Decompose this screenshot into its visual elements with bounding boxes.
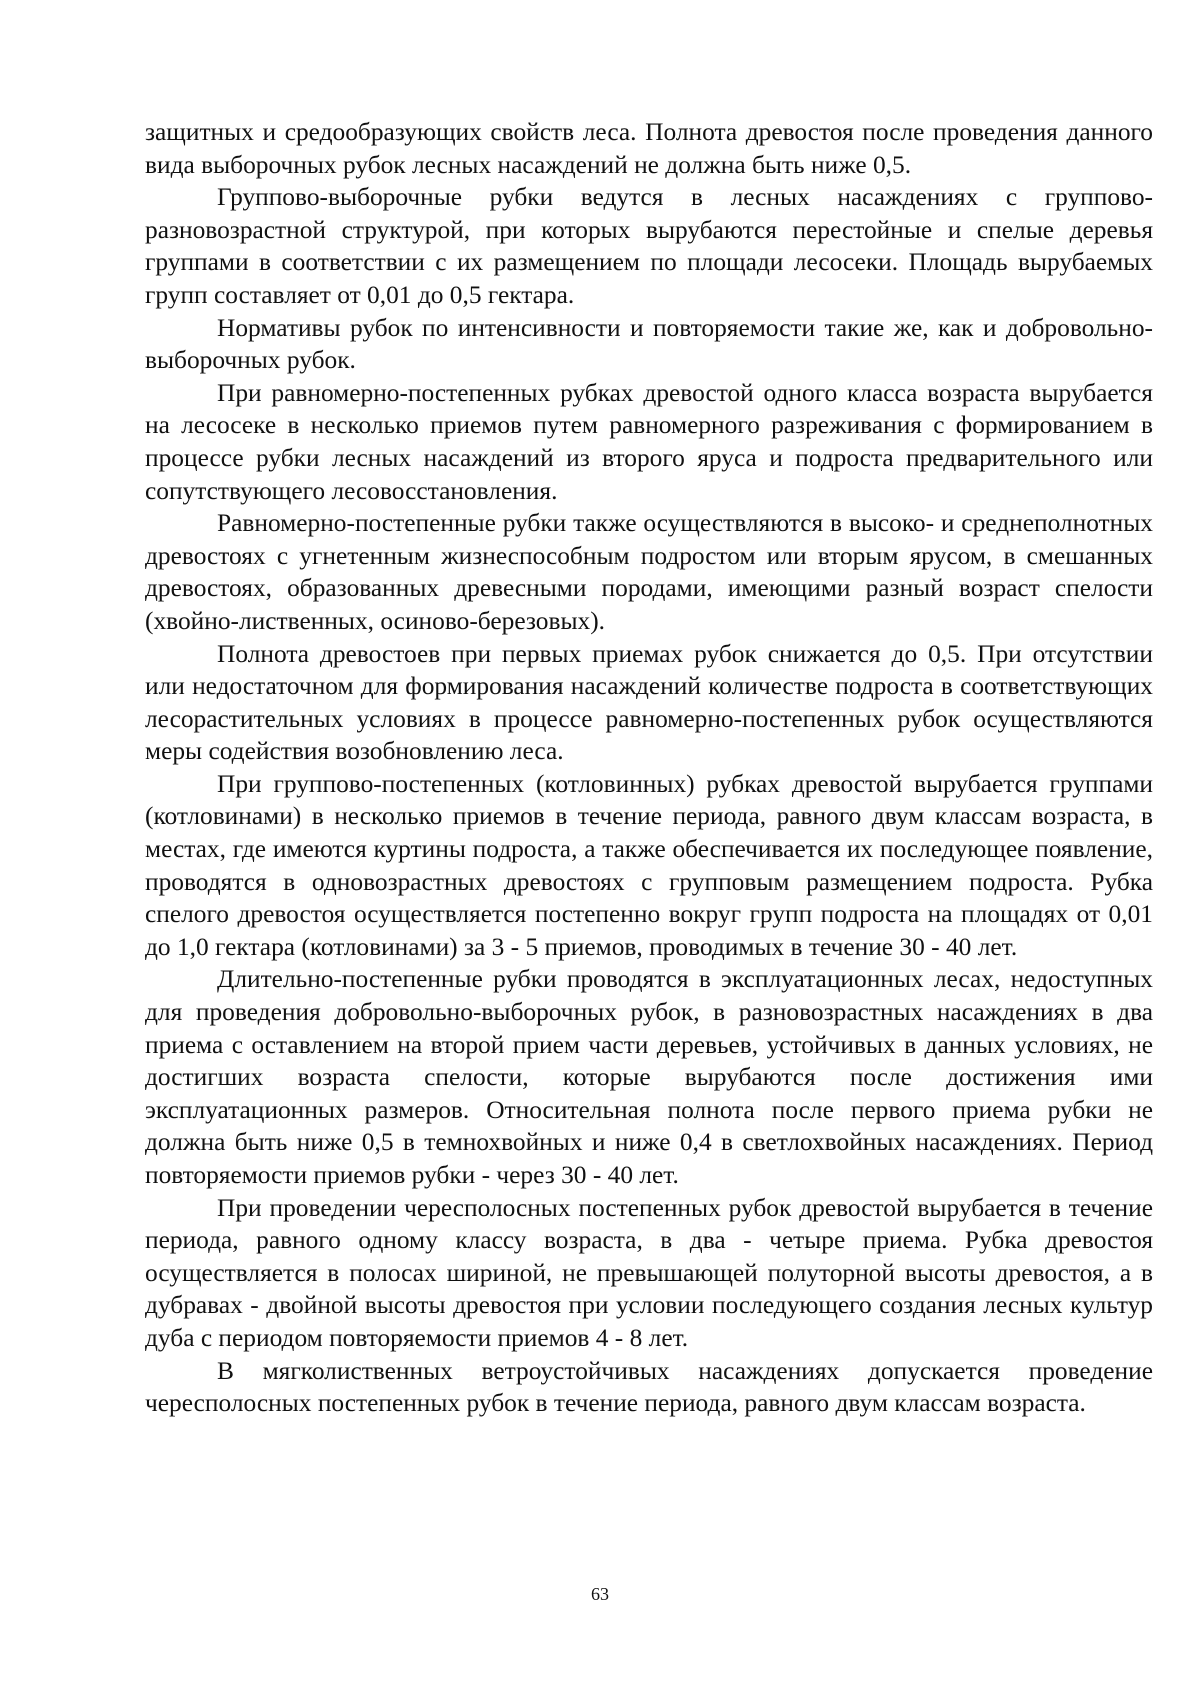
paragraph-long-gradual-felling: Длительно-постепенные рубки проводятся в эксплуатационных лесах, недоступных для проведения добровольно-выборочных рубок, в разновозрастных насаждениях в два приема с оставлением на второй прием части деревьев, устойчивых в данных условиях, не достигших возраста спелости, которые вырубаются после достижения ими эксплуатационных размеров. Относительная полнота после первого приема рубки не должна быть ниже 0,5 в темнохвойных и ниже 0,4 в светлохвойных насаждениях. Период повторяемости приемов рубки - через 30 - 40 лет. xyxy=(145,965,1153,1189)
paragraph-uniform-gradual-felling: При равномерно-постепенных рубках древостой одного класса возраста вырубается на лесосеке в несколько приемов путем равномерного разреживания с формированием в процессе рубки лесных насаждений из второго яруса и подроста предварительного или сопутствующего лесовосстановления. xyxy=(145,378,1153,505)
body-text xyxy=(145,116,1153,1420)
page-number: 63 xyxy=(591,1584,609,1604)
paragraph-uniform-gradual-conditions: Равномерно-постепенные рубки также осуществляются в высоко- и среднеполнотных древостоях с угнетенным жизнеспособным подростом или вторым ярусом, в смешанных древостоях, образованных древесными породами, имеющими разный возраст спелости (хвойно-лиственных, осиново-березовых). xyxy=(145,509,1153,635)
paragraph-felling-norms: Нормативы рубок по интенсивности и повторяемости такие же, как и добровольно-выборочных рубок. xyxy=(145,313,1153,375)
paragraph-group-gradual-felling: При группово-постепенных (котловинных) рубках древостой вырубается группами (котловинами) в несколько приемов в течение периода, равного двум классам возраста, в местах, где имеются куртины подроста, а также обеспечивается их последующее появление, проводятся в одновозрастных древостоях с групповым размещением подроста. Рубка спелого древостоя осуществляется постепенно вокруг групп подроста на площадях от 0,01 до 1,0 гектара (котловинами) за 3 - 5 приемов, проводимых в течение 30 - 40 лет. xyxy=(145,769,1153,961)
paragraph-group-selective-felling: Группово-выборочные рубки ведутся в лесных насаждениях с группово-разновозрастной структурой, при которых вырубаются перестойные и спелые деревья группами в соответствии с их размещением по площади лесосеки. Площадь вырубаемых групп составляет от 0,01 до 0,5 гектара. xyxy=(145,183,1153,309)
paragraph-stand-density: Полнота древостоев при первых приемах рубок снижается до 0,5. При отсутствии или недостаточном для формирования насаждений количестве подроста в соответствующих лесорастительных условиях в процессе равномерно-постепенных рубок осуществляются меры содействия возобновлению леса. xyxy=(145,639,1153,766)
paragraph-continuation: защитных и средообразующих свойств леса. Полнота древостоя после проведения данного вида выборочных рубок лесных насаждений не должна быть ниже 0,5. xyxy=(145,118,1153,179)
paragraph-strip-gradual-felling: При проведении чересполосных постепенных рубок древостой вырубается в течение периода, равного одному классу возраста, в два - четыре приема. Рубка древостоя осуществляется в полосах шириной, не превышающей полуторной высоты древостоя, а в дубравах - двойной высоты древостоя при условии последующего создания лесных культур дуба с периодом повторяемости приемов 4 - 8 лет. xyxy=(145,1193,1153,1352)
paragraph-soft-leaved-stands: В мягколиственных ветроустойчивых насаждениях допускается проведение чересполосных постепенных рубок в течение периода, равного двум классам возраста. xyxy=(145,1356,1153,1418)
